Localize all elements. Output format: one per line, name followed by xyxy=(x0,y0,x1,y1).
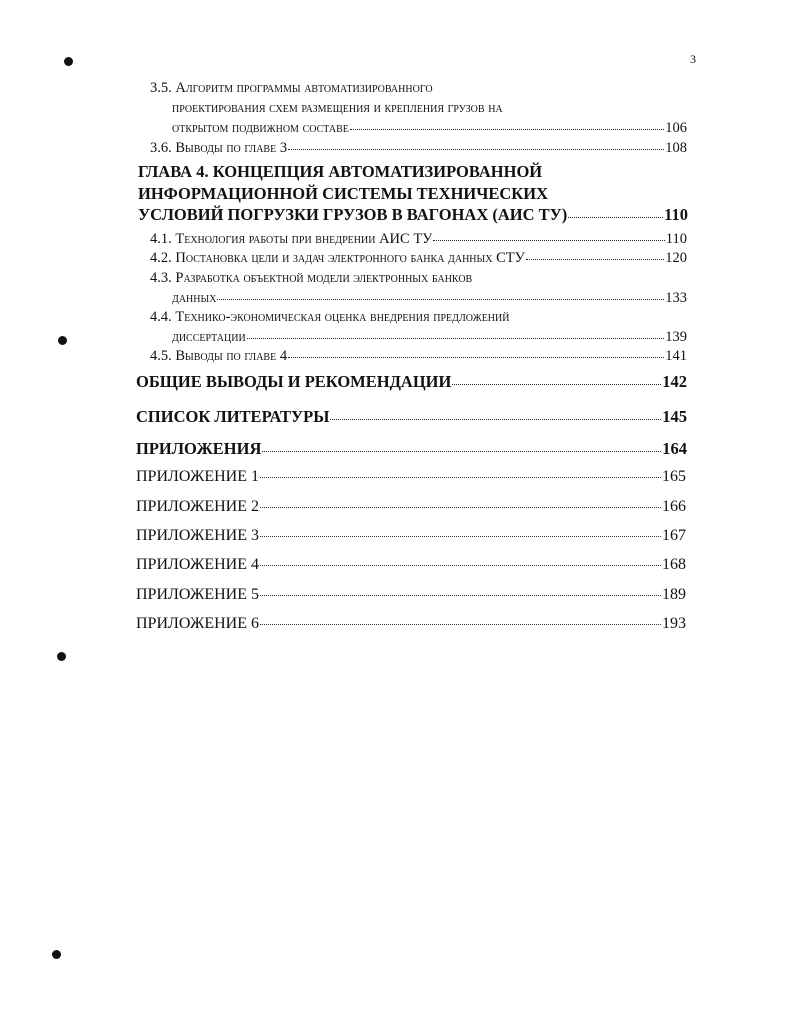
toc-page-number: 133 xyxy=(665,290,687,306)
toc-page-number: 164 xyxy=(662,439,687,458)
dot-leader xyxy=(260,624,661,625)
toc-page-number: 120 xyxy=(665,250,687,266)
punch-hole-mark xyxy=(52,950,61,959)
toc-page-number: 142 xyxy=(662,372,687,391)
dot-leader xyxy=(350,129,664,130)
toc-page-number: 110 xyxy=(664,205,688,224)
toc-entry-title: 3.6. Выводы по главе 3 xyxy=(150,140,288,156)
dot-leader xyxy=(260,536,661,537)
toc-section-title: ПРИЛОЖЕНИЯ xyxy=(136,439,262,458)
toc-chapter-title: ГЛАВА 4. КОНЦЕПЦИЯ АВТОМАТИЗИРОВАННОЙ xyxy=(138,162,543,181)
dot-leader xyxy=(260,477,661,478)
toc-entry-title: данных xyxy=(172,290,217,306)
toc-page-number: 168 xyxy=(662,556,686,573)
toc-page-number: 108 xyxy=(665,140,687,156)
toc-page-number: 110 xyxy=(665,231,687,247)
dot-leader xyxy=(217,299,664,300)
toc-appendix-title: ПРИЛОЖЕНИЕ 2 xyxy=(136,498,260,515)
toc-entry-title: проектирования схем размещения и крепления грузов на xyxy=(172,100,503,116)
dot-leader xyxy=(262,451,661,452)
toc-page-number: 145 xyxy=(662,407,687,426)
toc-chapter-title: УСЛОВИЙ ПОГРУЗКИ ГРУЗОВ В ВАГОНАХ (АИС ТУ) xyxy=(138,205,568,224)
dot-leader xyxy=(452,384,661,385)
toc-page-number: 193 xyxy=(662,615,686,632)
toc-section-title: СПИСОК ЛИТЕРАТУРЫ xyxy=(136,407,330,426)
page-number: 3 xyxy=(690,52,696,66)
toc-entry-title: 4.2. Постановка цели и задач электронного банка данных СТУ xyxy=(150,250,525,266)
toc-page-number: 106 xyxy=(665,120,687,136)
dot-leader xyxy=(330,419,661,420)
toc-appendix-title: ПРИЛОЖЕНИЕ 3 xyxy=(136,527,260,544)
dot-leader xyxy=(433,240,664,241)
dot-leader xyxy=(568,217,663,218)
dot-leader xyxy=(260,507,661,508)
toc-page-number: 141 xyxy=(665,348,687,364)
dot-leader xyxy=(260,565,661,566)
dot-leader xyxy=(247,338,665,339)
toc-entry-title: 4.4. Технико-экономическая оценка внедрения предложений xyxy=(150,309,510,325)
punch-hole-mark xyxy=(57,652,66,661)
toc-entry-title: 4.1. Технология работы при внедрении АИС ТУ xyxy=(150,231,433,247)
toc-page-number: 139 xyxy=(665,329,687,345)
dot-leader xyxy=(288,357,664,358)
toc-entry-title: 4.3. Разработка объектной модели электронных банков xyxy=(150,270,473,286)
toc-page-number: 167 xyxy=(662,527,686,544)
toc-entry-title: 3.5. Алгоритм программы автоматизированного xyxy=(150,80,433,96)
toc-chapter-title: ИНФОРМАЦИОННОЙ СИСТЕМЫ ТЕХНИЧЕСКИХ xyxy=(138,184,549,203)
toc-entry-title: открытом подвижном составе xyxy=(172,120,349,136)
toc-entry-title: диссертации xyxy=(172,329,246,345)
toc-appendix-title: ПРИЛОЖЕНИЕ 5 xyxy=(136,586,260,603)
toc-appendix-title: ПРИЛОЖЕНИЕ 6 xyxy=(136,615,260,632)
toc-section-title: ОБЩИЕ ВЫВОДЫ И РЕКОМЕНДАЦИИ xyxy=(136,372,452,391)
punch-hole-mark xyxy=(58,336,67,345)
toc-page-number: 166 xyxy=(662,498,686,515)
toc-page-number: 189 xyxy=(662,586,686,603)
dot-leader xyxy=(288,149,664,150)
dot-leader xyxy=(260,595,661,596)
toc-entry-title: 4.5. Выводы по главе 4 xyxy=(150,348,288,364)
punch-hole-mark xyxy=(64,57,73,66)
dot-leader xyxy=(526,259,664,260)
toc-appendix-title: ПРИЛОЖЕНИЕ 4 xyxy=(136,556,260,573)
toc-appendix-title: ПРИЛОЖЕНИЕ 1 xyxy=(136,468,260,485)
toc-page-number: 165 xyxy=(662,468,686,485)
